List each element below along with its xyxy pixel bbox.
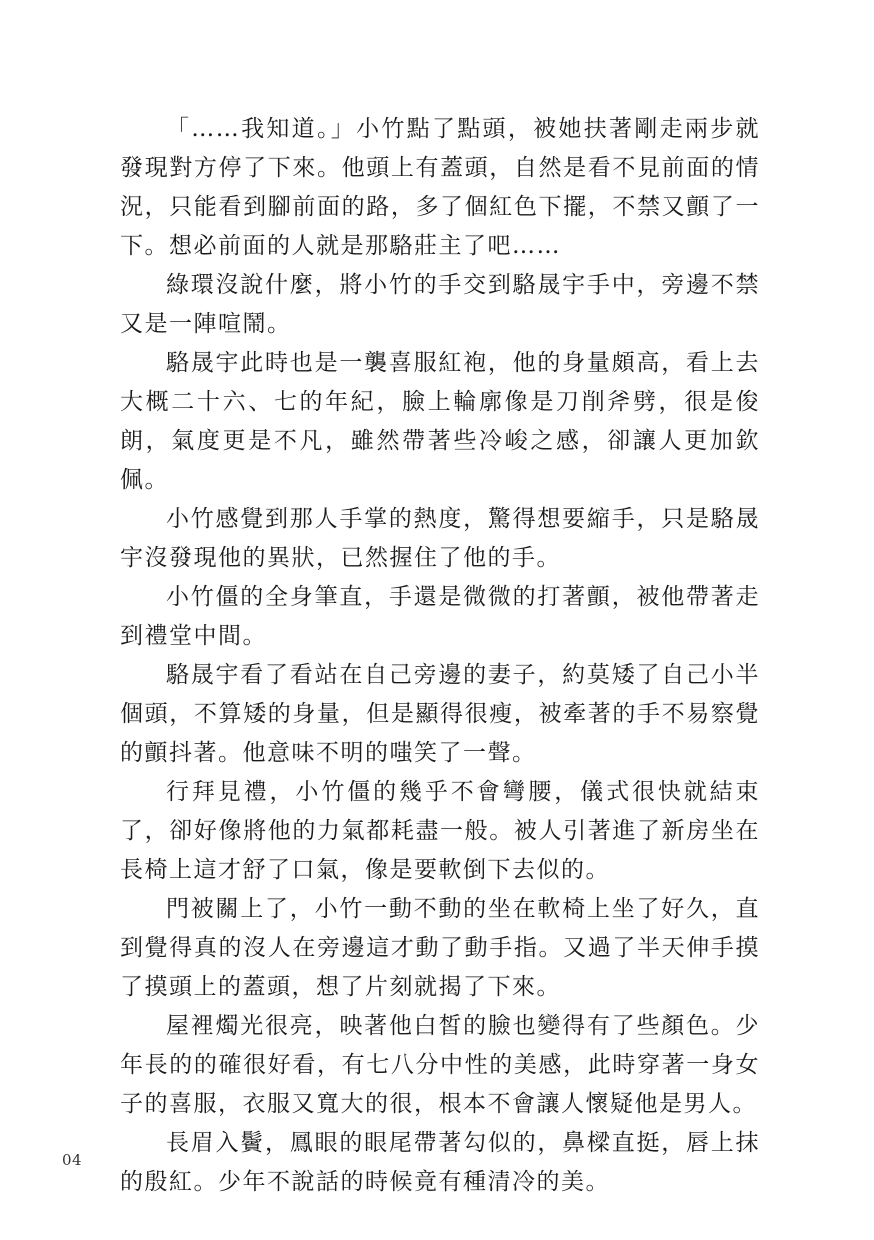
paragraph: 駱晟宇看了看站在自己旁邊的妻子，約莫矮了自己小半個頭，不算矮的身量，但是顯得很瘦，被牽著的手不易察覺的顫抖著。他意味不明的嗤笑了一聲。	[120, 662, 760, 766]
paragraph: 小竹僵的全身筆直，手還是微微的打著顫，被他帶著走到禮堂中間。	[120, 584, 760, 649]
paragraph: 門被關上了，小竹一動不動的坐在軟椅上坐了好久，直到覺得真的沒人在旁邊這才動了動手指。又過了半天伸手摸了摸頭上的蓋頭，想了片刻就揭了下來。	[120, 896, 760, 1000]
page-number: 04	[62, 1151, 83, 1169]
paragraph: 屋裡燭光很亮，映著他白皙的臉也變得有了些顏色。少年長的的確很好看，有七八分中性的美感，此時穿著一身女子的喜服，衣服又寬大的很，根本不會讓人懷疑他是男人。	[120, 1013, 760, 1117]
paragraph: 長眉入鬢，鳳眼的眼尾帶著勾似的，鼻樑直挺，唇上抹的殷紅。少年不說話的時候竟有種清冷的美。	[120, 1130, 760, 1195]
paragraph: 行拜見禮，小竹僵的幾乎不會彎腰，儀式很快就結束了，卻好像將他的力氣都耗盡一般。被人引著進了新房坐在長椅上這才舒了口氣，像是要軟倒下去似的。	[120, 779, 760, 883]
paragraph: 綠環沒說什麼，將小竹的手交到駱晟宇手中，旁邊不禁又是一陣喧鬧。	[120, 272, 760, 337]
body-text	[120, 110, 760, 1202]
paragraph: 駱晟宇此時也是一襲喜服紅袍，他的身量頗高，看上去大概二十六、七的年紀，臉上輪廓像是刀削斧劈，很是俊朗，氣度更是不凡，雖然帶著些冷峻之感，卻讓人更加欽佩。	[120, 350, 760, 493]
paragraph: 小竹感覺到那人手掌的熱度，驚得想要縮手，只是駱晟宇沒發現他的異狀，已然握住了他的手。	[120, 506, 760, 571]
paragraph: 「……我知道。」小竹點了點頭，被她扶著剛走兩步就發現對方停了下來。他頭上有蓋頭，自然是看不見前面的情況，只能看到腳前面的路，多了個紅色下擺，不禁又顫了一下。想必前面的人就是那駱莊主了吧……	[120, 116, 760, 259]
